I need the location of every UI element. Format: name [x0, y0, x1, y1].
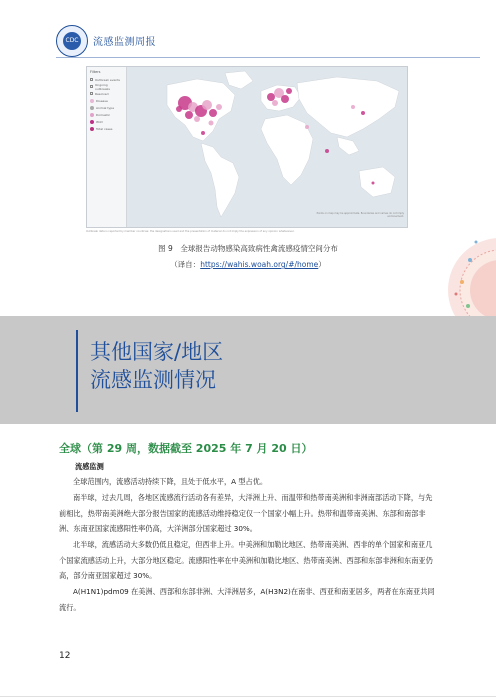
legend-label: Domestic — [96, 112, 111, 117]
outbreak-marker[interactable] — [209, 121, 214, 126]
paragraph-2: 南半球，过去几周，各地区流感流行活动各有差异，大洋洲上升、而温带和热带南美洲和非洲南部活动下降，与先前相比，热带南美洲绝大部分报告国家的流感活动维持稳定仅一个国家小幅上升。热带和温带南美洲、东部和南部非洲、东南亚国家流感阳性率仍高，大洋洲部分国家超过 30%。 — [59, 493, 433, 533]
legend-label: Wild — [96, 119, 103, 124]
map-footnote: Outbreak data is reported by member countries; the designations used and the presentation of material do not imply the expression of any opinion whatsoever. — [86, 230, 295, 233]
surveillance-subheading: 流感监测 — [75, 462, 104, 471]
legend-item[interactable] — [90, 125, 123, 132]
outbreak-marker[interactable] — [194, 116, 200, 122]
footer-rule — [0, 696, 496, 697]
legend-label: Disease — [96, 98, 108, 103]
header-divider — [56, 57, 480, 58]
world-map — [127, 67, 408, 228]
figure-caption: 图 9 全球报告动物感染高致病性禽流感疫情空间分布 — [158, 244, 338, 253]
outbreak-marker[interactable] — [176, 106, 182, 112]
legend-title: Filters — [90, 70, 101, 74]
outbreak-marker[interactable] — [281, 95, 289, 103]
legend-item[interactable] — [90, 111, 123, 118]
legend-item[interactable] — [90, 90, 123, 97]
legend-label: Resolved — [95, 91, 109, 96]
source-link[interactable]: https://wahis.woah.org/#/home — [200, 260, 319, 269]
legend-label: Outbreak events — [95, 77, 120, 82]
legend-swatch — [90, 78, 93, 81]
map-legend-panel — [87, 67, 127, 228]
legend-label: Animal type — [96, 105, 115, 110]
legend-item[interactable] — [90, 118, 123, 125]
legend-swatch — [90, 92, 93, 95]
legend-swatch — [90, 120, 94, 124]
section-title-line-1: 其他国家/地区 — [90, 340, 224, 364]
source-suffix: ） — [318, 260, 326, 269]
legend-swatch — [90, 113, 94, 117]
section-title-line-2: 流感监测情况 — [90, 368, 216, 392]
outbreak-marker[interactable] — [216, 104, 222, 110]
outbreak-marker[interactable] — [286, 88, 292, 94]
report-title: 流感监测周报 — [93, 37, 156, 48]
legend-label: Ongoing outbreaks — [95, 82, 110, 91]
outbreak-marker[interactable] — [202, 100, 212, 110]
logo-emblem — [63, 32, 81, 50]
outbreak-marker[interactable] — [325, 149, 329, 153]
legend-list — [90, 76, 123, 132]
legend-swatch — [90, 99, 94, 103]
outbreak-marker[interactable] — [185, 111, 193, 119]
page-header — [0, 0, 496, 62]
paragraph-1: 全球范围内，流感活动持续下降，且处于低水平，A 型占优。 — [73, 477, 268, 486]
section-title — [90, 338, 223, 394]
outbreak-marker[interactable] — [305, 125, 309, 129]
paragraph-4: A(H1N1)pdm09 在美洲、西部和东部非洲、大洋洲居多，A(H3N2)在南非、西亚和南亚居多，两者在东南亚共同流行。 — [59, 587, 435, 612]
paragraph-3: 北半球，流感活动大多数仍低且稳定，但西非上升。中美洲和加勒比地区、热带南美洲、西非的单个国家和南亚几个国家流感活动上升，大部分地区稳定。流感阳性率在中美洲和加勒比地区、热带南美洲、西部和东部非洲和东南亚仍高，部分南亚国家超过 30%。 — [59, 540, 433, 580]
outbreak-marker[interactable] — [272, 100, 278, 106]
legend-item[interactable] — [90, 97, 123, 104]
outbreak-marker[interactable] — [209, 109, 217, 117]
world-map-figure — [86, 66, 408, 228]
outbreak-marker[interactable] — [201, 131, 205, 135]
page-number: 12 — [59, 651, 71, 661]
legend-item[interactable] — [90, 83, 123, 90]
banner-accent-bar — [76, 330, 78, 412]
logo-text: CDC — [65, 37, 79, 44]
legend-item[interactable] — [90, 104, 123, 111]
legend-label: Total cases — [96, 126, 113, 131]
legend-swatch — [90, 127, 94, 131]
legend-swatch — [90, 85, 93, 88]
outbreak-marker[interactable] — [267, 93, 275, 101]
legend-swatch — [90, 106, 94, 110]
outbreak-marker[interactable] — [372, 182, 375, 185]
global-heading: 全球（第 29 周，数据截至 2025 年 7 月 20 日） — [59, 442, 313, 455]
cdc-logo — [56, 25, 88, 57]
source-prefix: （译自： — [170, 260, 201, 269]
outbreak-marker[interactable] — [361, 111, 365, 115]
section-banner — [0, 316, 496, 424]
map-attribution: Points on map may be approximate. Boundaries and names do not imply endorsement. — [316, 212, 404, 218]
outbreak-marker[interactable] — [351, 105, 355, 109]
